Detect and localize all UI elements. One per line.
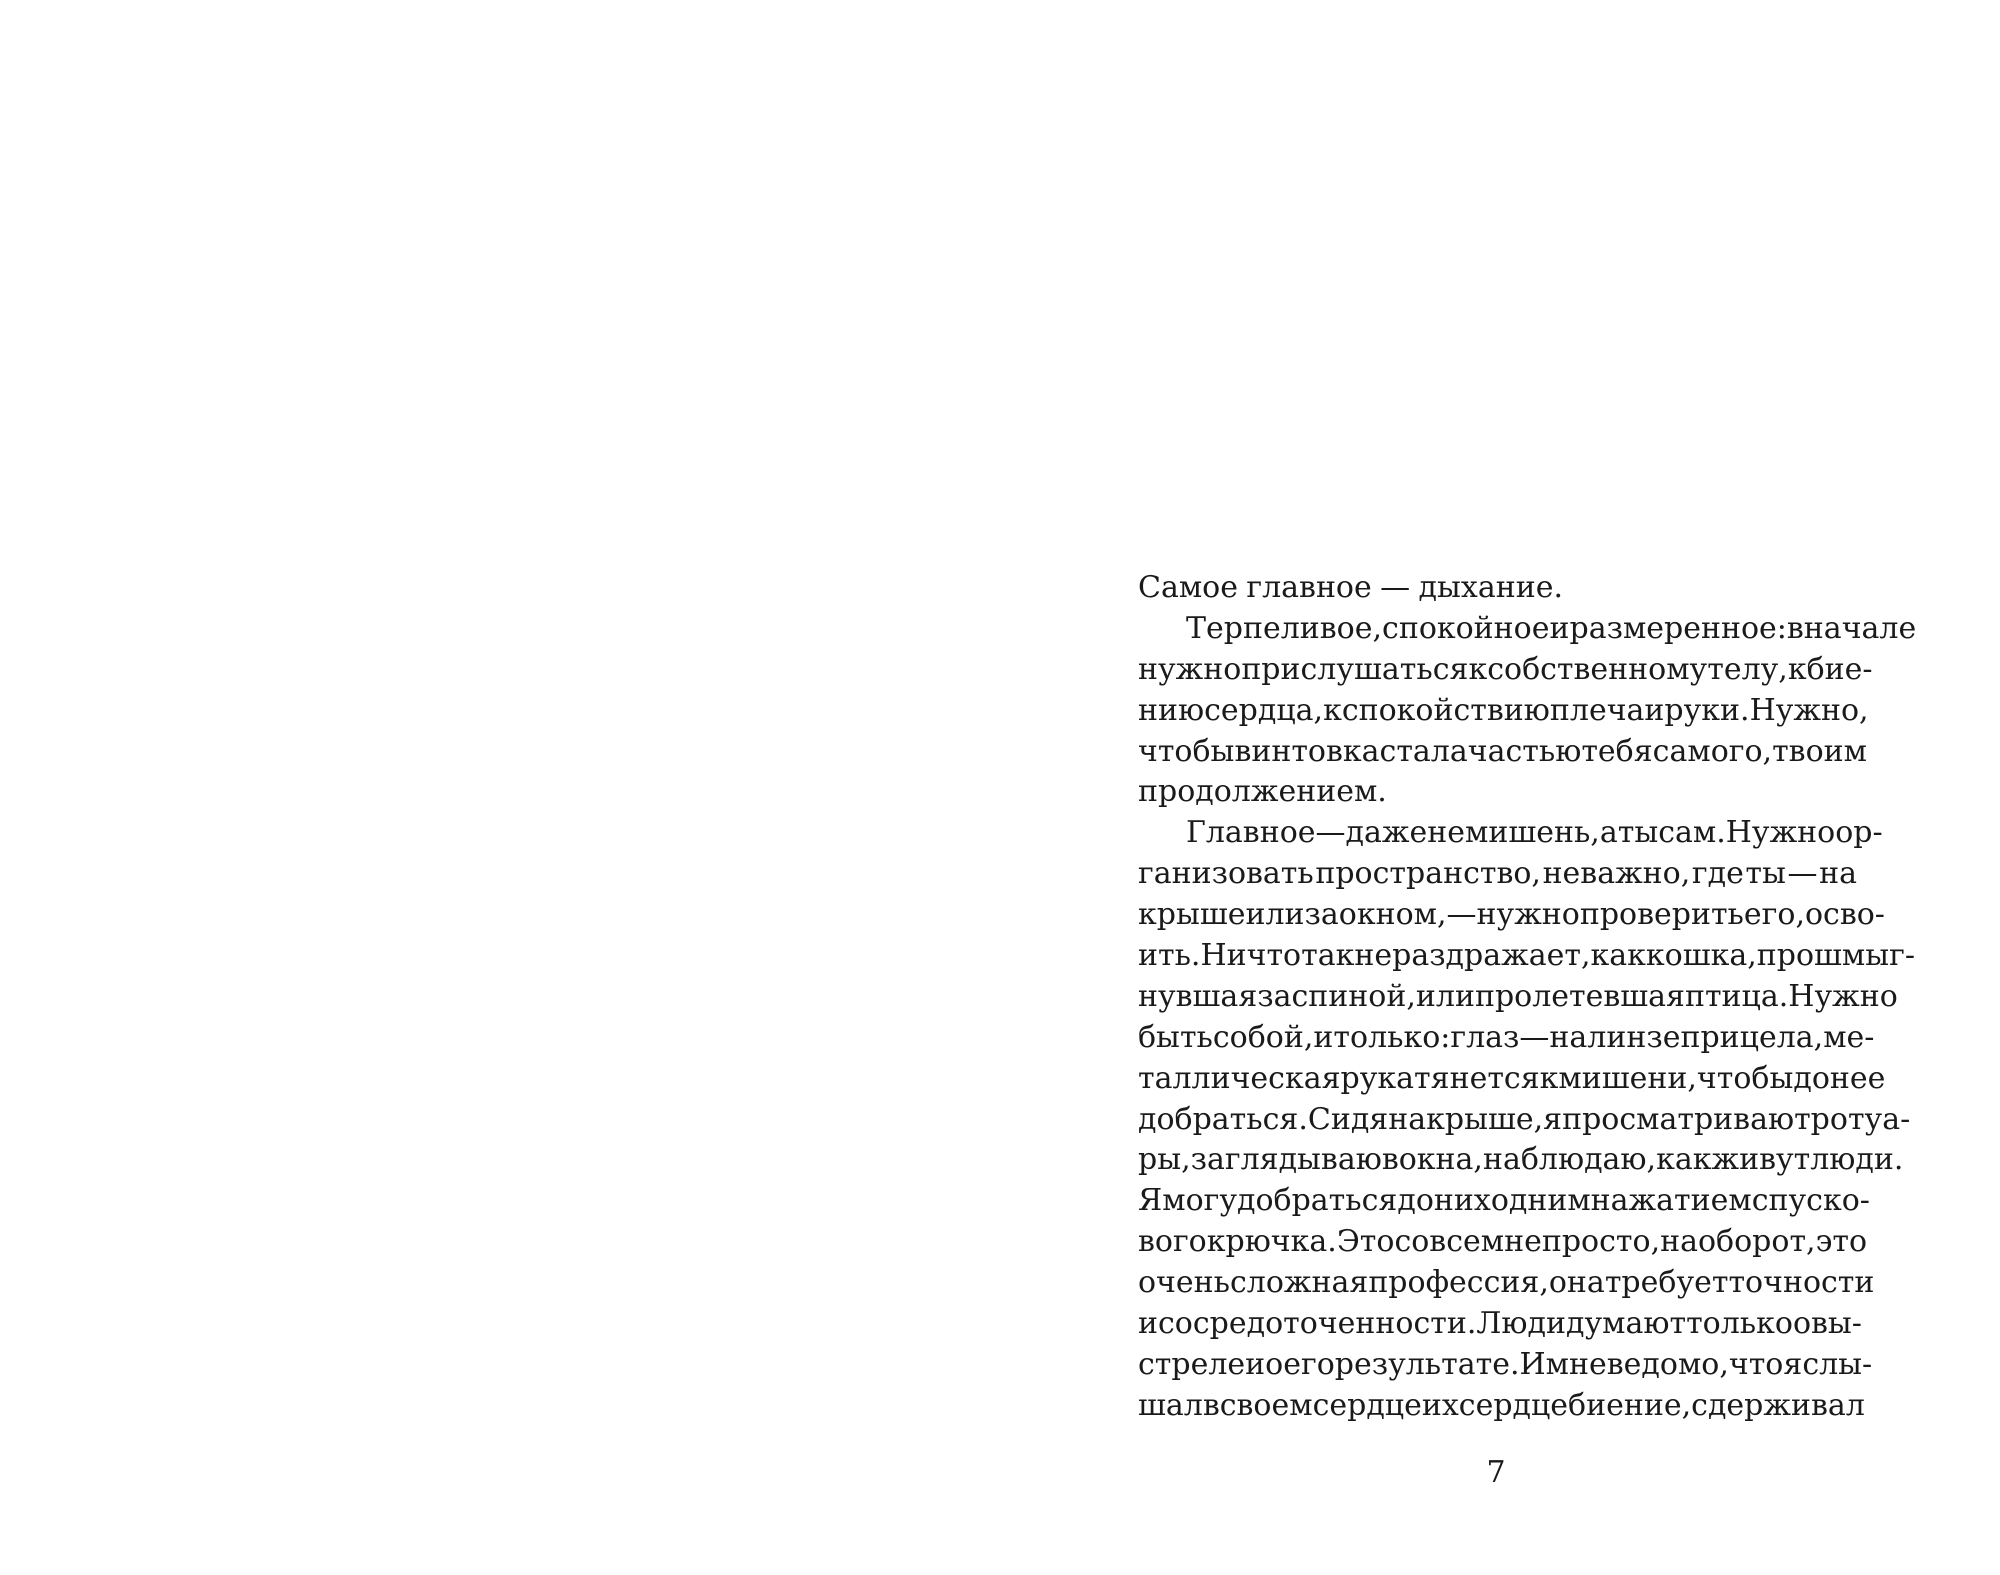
- word: стала: [1379, 733, 1468, 769]
- word: быть: [1138, 1019, 1213, 1055]
- word: она: [1548, 1265, 1605, 1301]
- word: сам.: [1658, 815, 1726, 851]
- word: живут: [1711, 1142, 1811, 1178]
- word: размеренное:: [1569, 610, 1787, 646]
- text-line: [1138, 1386, 1865, 1427]
- word: или: [1415, 978, 1475, 1014]
- text-line: [1138, 732, 1867, 773]
- word: Им: [1519, 1346, 1570, 1382]
- word: собой,: [1212, 1019, 1314, 1055]
- word: даже: [1345, 815, 1428, 851]
- text-line: [1138, 936, 1915, 977]
- word: их: [1421, 1387, 1459, 1423]
- text-line: [1138, 1263, 1875, 1304]
- word: Самое: [1138, 570, 1238, 605]
- word: пролетевшая: [1474, 978, 1685, 1014]
- word: бие-: [1806, 651, 1873, 687]
- word: сердце: [1312, 1387, 1422, 1423]
- word: в: [1202, 1387, 1220, 1423]
- word: руки.: [1664, 692, 1750, 728]
- word: них: [1433, 1183, 1491, 1219]
- word: требует: [1604, 1265, 1729, 1301]
- word: и: [1313, 1019, 1334, 1055]
- word: птица.: [1684, 978, 1789, 1014]
- text-line: [1138, 854, 1857, 895]
- word: о: [1792, 1306, 1812, 1342]
- word: профессия,: [1368, 1265, 1549, 1301]
- word: просматриваю: [1562, 1101, 1795, 1137]
- word: неведомо,: [1569, 1346, 1729, 1382]
- word: добраться: [1237, 1183, 1398, 1219]
- word: прислушаться: [1241, 651, 1469, 687]
- word: к: [1323, 692, 1342, 728]
- word: ганизовать: [1138, 856, 1314, 892]
- word: и: [1644, 692, 1665, 728]
- word: линзе: [1587, 1019, 1681, 1055]
- body-text: [1138, 568, 1917, 1427]
- word: прицела,: [1680, 1019, 1824, 1055]
- word: ор-: [1835, 815, 1883, 851]
- word: чтобы: [1696, 1060, 1794, 1096]
- word: своем: [1219, 1387, 1313, 1423]
- word: точности: [1728, 1265, 1875, 1301]
- word: твоим: [1772, 733, 1867, 769]
- text-line: [1138, 813, 1883, 854]
- word: глаз: [1450, 1019, 1520, 1055]
- text-line: [1138, 895, 1885, 936]
- word: не: [1354, 938, 1393, 974]
- text-line: [1138, 691, 1869, 732]
- word: могу: [1162, 1183, 1237, 1219]
- word: наблюдаю,: [1482, 1142, 1657, 1178]
- word: за: [1304, 897, 1339, 933]
- word: я: [1783, 1346, 1803, 1382]
- word: и: [1138, 1306, 1158, 1342]
- word: окна,: [1398, 1142, 1483, 1178]
- word: нужно: [1476, 897, 1580, 933]
- word: проверить: [1579, 897, 1744, 933]
- word: вы-: [1811, 1306, 1862, 1342]
- word: его: [1283, 1346, 1335, 1382]
- word: —: [1315, 815, 1346, 851]
- word: плеча: [1549, 692, 1645, 728]
- word: слы-: [1802, 1346, 1873, 1382]
- word: люди.: [1810, 1142, 1904, 1178]
- word: сердцебиение,: [1458, 1387, 1692, 1423]
- word: ить.: [1138, 938, 1201, 974]
- word: спуско-: [1751, 1183, 1870, 1219]
- word: Терпеливое,: [1186, 610, 1383, 646]
- word: стреле: [1138, 1346, 1246, 1382]
- word: где: [1691, 856, 1744, 892]
- word: дыхание.: [1418, 570, 1563, 605]
- text-line: [1138, 1222, 1868, 1263]
- word: таллическая: [1138, 1060, 1341, 1096]
- word: частью: [1467, 733, 1582, 769]
- word: Сидя: [1307, 1101, 1389, 1137]
- word: сдерживал: [1691, 1387, 1865, 1423]
- word: Я: [1138, 1183, 1163, 1219]
- word: прошмыг-: [1756, 938, 1915, 974]
- word: совсем: [1394, 1224, 1505, 1260]
- word: так: [1301, 938, 1355, 974]
- word: на: [1819, 856, 1857, 892]
- word: главное: [1246, 570, 1372, 605]
- page-number: [1000, 1455, 2000, 1490]
- word: сердца,: [1204, 692, 1324, 728]
- word: результате.: [1334, 1346, 1520, 1382]
- word: телу,: [1707, 651, 1788, 687]
- word: я: [1543, 1101, 1563, 1137]
- word: а: [1599, 815, 1618, 851]
- word: крыше: [1138, 897, 1246, 933]
- word: наоборот,: [1660, 1224, 1816, 1260]
- word: ты: [1745, 856, 1786, 892]
- word: мишень,: [1464, 815, 1600, 851]
- word: к: [1539, 1060, 1559, 1096]
- word: Нужно: [1725, 815, 1836, 851]
- word: ме-: [1823, 1019, 1875, 1055]
- word: ры,: [1138, 1142, 1191, 1178]
- word: его,: [1743, 897, 1805, 933]
- word: спокойствию: [1341, 692, 1550, 728]
- word: это: [1815, 1224, 1868, 1260]
- word: не: [1427, 815, 1465, 851]
- word: одним: [1490, 1183, 1591, 1219]
- word: о: [1265, 1346, 1284, 1382]
- word: очень: [1138, 1265, 1230, 1301]
- word: неважно,: [1542, 856, 1691, 892]
- word: и: [1549, 610, 1570, 646]
- word: нувшая: [1138, 978, 1258, 1014]
- word: кошка,: [1645, 938, 1757, 974]
- word: или: [1245, 897, 1305, 933]
- text-line: [1138, 609, 1917, 650]
- word: раздражает,: [1392, 938, 1591, 974]
- word: на: [1549, 1019, 1588, 1055]
- word: Главное: [1186, 815, 1316, 851]
- word: продолжением.: [1138, 774, 1387, 810]
- text-line: [1138, 1345, 1873, 1386]
- word: шал: [1138, 1387, 1203, 1423]
- word: Это: [1336, 1224, 1395, 1260]
- word: винтовка: [1234, 733, 1380, 769]
- word: что: [1728, 1346, 1784, 1382]
- text-line: [1138, 772, 1857, 813]
- word: осво-: [1804, 897, 1885, 933]
- text-line: [1138, 1018, 1875, 1059]
- word: чтобы: [1138, 733, 1235, 769]
- word: добраться.: [1138, 1101, 1308, 1137]
- word: нужно: [1138, 651, 1242, 687]
- word: рука: [1340, 1060, 1415, 1096]
- word: спокойное: [1382, 610, 1550, 646]
- word: на: [1388, 1101, 1427, 1137]
- word: мишени,: [1558, 1060, 1697, 1096]
- word: Люди: [1476, 1306, 1567, 1342]
- word: сложная: [1229, 1265, 1369, 1301]
- word: только:: [1333, 1019, 1451, 1055]
- word: тротуа-: [1794, 1101, 1911, 1137]
- word: ты: [1617, 815, 1659, 851]
- text-line: [1138, 1140, 1904, 1181]
- right-page: [1000, 0, 2000, 1575]
- word: думают: [1566, 1306, 1687, 1342]
- word: как: [1656, 1142, 1712, 1178]
- word: в: [1381, 1142, 1399, 1178]
- word: к: [1468, 651, 1488, 687]
- word: нажатием: [1590, 1183, 1752, 1219]
- word: самого,: [1652, 733, 1773, 769]
- text-line: [1138, 568, 1857, 609]
- word: спиной,: [1291, 978, 1416, 1014]
- word: Нужно,: [1749, 692, 1869, 728]
- text-line: [1138, 1100, 1911, 1141]
- word: крючка.: [1206, 1224, 1337, 1260]
- word: и: [1245, 1346, 1266, 1382]
- word: крыше,: [1426, 1101, 1544, 1137]
- text-line: [1138, 1181, 1870, 1222]
- word: тянется: [1414, 1060, 1540, 1096]
- page-number-label: 7: [1486, 1455, 1506, 1490]
- word: до: [1793, 1060, 1830, 1096]
- text-line: [1138, 977, 1898, 1018]
- word: Нужно: [1788, 978, 1898, 1014]
- word: к: [1787, 651, 1807, 687]
- word: нее: [1829, 1060, 1886, 1096]
- text-line: [1138, 1304, 1862, 1345]
- word: —: [1787, 856, 1818, 892]
- word: сосредоточенности.: [1158, 1306, 1477, 1342]
- word: Ничто: [1200, 938, 1302, 974]
- word: —: [1380, 570, 1411, 605]
- word: вначале: [1786, 610, 1917, 646]
- word: за: [1257, 978, 1292, 1014]
- word: до: [1397, 1183, 1434, 1219]
- word: заглядываю: [1190, 1142, 1382, 1178]
- text-line: [1138, 1059, 1886, 1100]
- word: собственному: [1487, 651, 1708, 687]
- word: окном,: [1338, 897, 1447, 933]
- word: нию: [1138, 692, 1205, 728]
- word: тебя: [1581, 733, 1653, 769]
- text-line: [1138, 650, 1873, 691]
- word: как: [1590, 938, 1646, 974]
- word: непросто,: [1504, 1224, 1661, 1260]
- word: пространство,: [1315, 856, 1541, 892]
- word: —: [1446, 897, 1477, 933]
- word: только: [1686, 1306, 1793, 1342]
- word: —: [1519, 1019, 1550, 1055]
- word: вого: [1138, 1224, 1207, 1260]
